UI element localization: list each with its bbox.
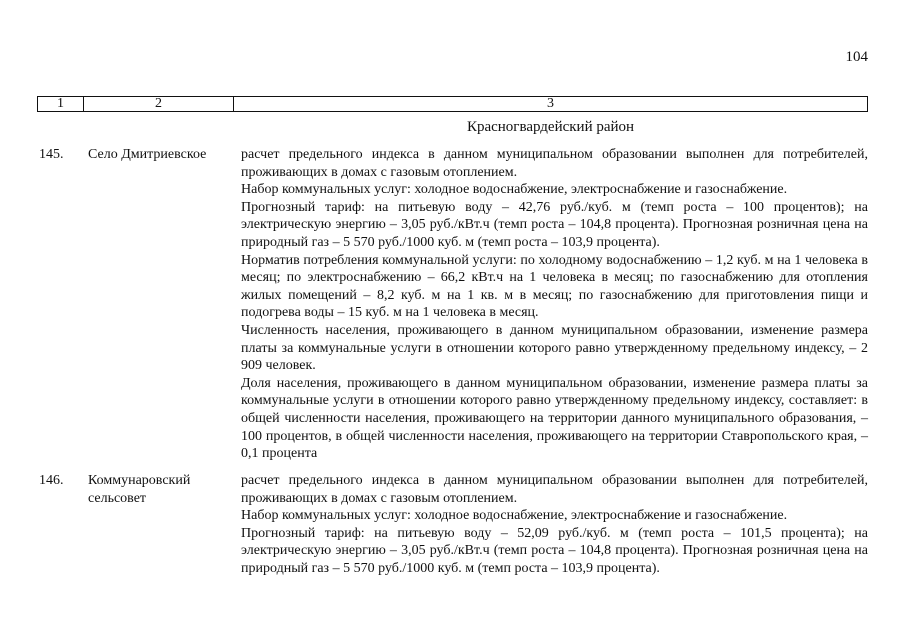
description-paragraph: Норматив потребления коммунальной услуги: по холодному водоснабжению – 1,2 куб. м на 1 человека в месяц; по электроснабжению – 66,2 кВт.ч на 1 человека в месяц; по газоснабжению для отопления жилых помещений – 8,2 куб. м на 1 кв. м в месяц; по газоснабжению для приготовления пищи и подогрева воды – 15 куб. м на 1 человека в месяц. [241, 252, 868, 321]
column-header-3: 3 [547, 96, 554, 111]
description-paragraph: Численность населения, проживающего в данном муниципальном образовании, изменение размера платы за коммунальные услуги в отношении которого равно утвержденному предельному индексу, – 2 909 человек. [241, 322, 868, 374]
description-paragraph: Доля населения, проживающего в данном муниципальном образовании, изменение размера платы за коммунальные услуги в отношении которого равно утвержденному предельному индексу, составляет: в общей численности населения, проживающего на территории данного муниципального образования, – 100 процентов, в общей численности населения, проживающего на территории Ставропольского края, – 0,1 процента [241, 375, 868, 462]
municipality-name: Коммунаровский сельсовет [88, 473, 191, 506]
description-paragraph: Набор коммунальных услуг: холодное водоснабжение, электроснабжение и газоснабжение. [241, 508, 788, 524]
municipality-name: Село Дмитриевское [88, 147, 207, 162]
district-heading: Красногвардейский район [466, 119, 635, 135]
column-header-1: 1 [38, 97, 84, 111]
description-paragraph: расчет предельного индекса в данном муниципальном образовании выполнен для потребителей, проживающих в домах с газовым отоплением. [241, 147, 868, 180]
page-number: 104 [845, 49, 868, 65]
table-header [37, 96, 868, 112]
description-paragraph: расчет предельного индекса в данном муниципальном образовании выполнен для потребителей, проживающих в домах с газовым отоплением. [241, 473, 868, 506]
description-paragraph: Прогнозный тариф: на питьевую воду – 52,09 руб./куб. м (темп роста – 101,5 процента); на электрическую энергию – 3,05 руб./кВт.ч (темп роста – 104,8 процента). Прогнозная розничная цена на природный газ – 5 570 руб./1000 куб. м (темп роста – 103,9 процента). [241, 525, 868, 576]
description-paragraph: Прогнозный тариф: на питьевую воду – 42,76 руб./куб. м (темп роста – 100 процентов); на электрическую энергию – 3,05 руб./кВт.ч (темп роста – 104,8 процента). Прогнозная розничная цена на природный газ – 5 570 руб./1000 куб. м (темп роста – 103,9 процента). [241, 199, 868, 250]
entry-number: 146. [39, 473, 64, 488]
entry-description [241, 146, 868, 463]
entry-description [241, 472, 868, 578]
description-paragraph: Набор коммунальных услуг: холодное водоснабжение, электроснабжение и газоснабжение. [241, 182, 788, 198]
entry-number: 145. [39, 147, 64, 162]
column-header-2: 2 [84, 97, 234, 111]
